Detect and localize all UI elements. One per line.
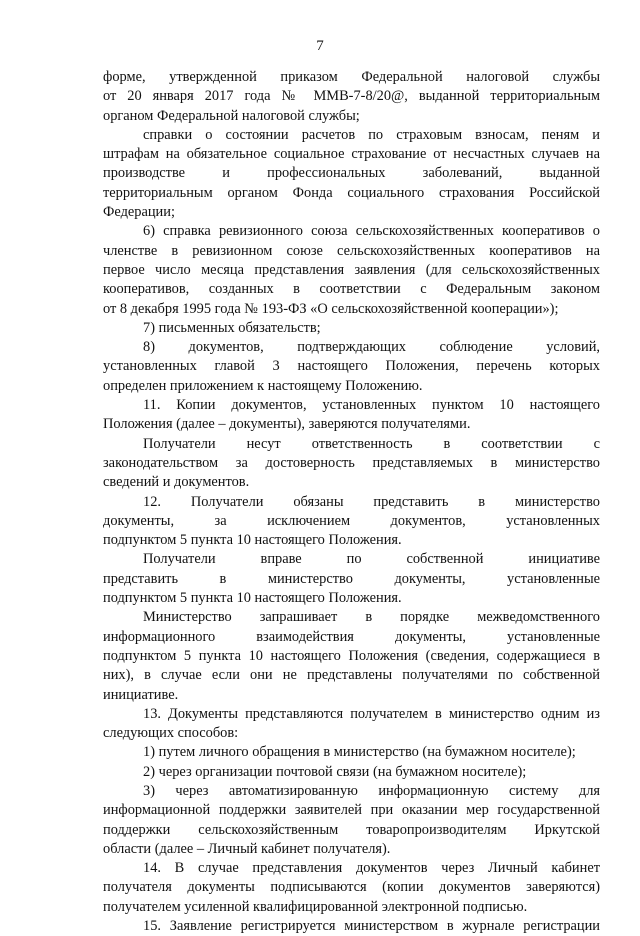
- text-line: Получатели несут ответственность в соответствии с: [143, 435, 600, 452]
- text-line: органом Федеральной налоговой службы;: [103, 107, 360, 124]
- text-line: законодательством за достоверность представляемых в министерство: [103, 454, 600, 471]
- text-line: информационного взаимодействия документы, установленные: [103, 628, 600, 645]
- text-line: первое число месяца представления заявления (для сельскохозяйственных: [103, 261, 600, 278]
- text-line: инициативе.: [103, 686, 179, 703]
- text-line: справки о состоянии расчетов по страховым взносам, пеням и: [143, 126, 600, 143]
- text-line: 14. В случае представления документов через Личный кабинет: [143, 860, 600, 877]
- text-line: 6) справка ревизионного союза сельскохозяйственных кооперативов о: [143, 223, 600, 240]
- text-line: членстве в ревизионном союзе сельскохозяйственных кооперативов на: [103, 242, 600, 259]
- text-line: 2) через организации почтовой связи (на бумажном носителе);: [143, 763, 527, 780]
- text-line: следующих способов:: [103, 725, 239, 742]
- text-line: 7) письменных обязательств;: [143, 319, 321, 336]
- text-line: подпунктом 5 пункта 10 настоящего Положения (сведения, содержащиеся в: [103, 647, 600, 664]
- text-line: поддержки сельскохозяйственным товаропроизводителям Иркутской: [103, 821, 600, 838]
- text-line: 15. Заявление регистрируется министерством в журнале регистрации: [143, 918, 600, 935]
- text-line: 1) путем личного обращения в министерство (на бумажном носителе);: [143, 744, 576, 761]
- text-line: кооперативов, созданных в соответствии с Федеральным законом: [103, 281, 600, 298]
- page-number: 7: [316, 38, 324, 54]
- text-line: области (далее – Личный кабинет получателя).: [103, 840, 391, 857]
- text-line: получателем усиленной квалифицированной электронной подписью.: [103, 898, 528, 915]
- text-line: производстве и профессиональных заболеваний, выданной: [103, 165, 600, 182]
- text-line: 3) через автоматизированную информационную систему для: [143, 782, 600, 799]
- text-line: Получатели вправе по собственной инициативе: [143, 551, 600, 568]
- text-line: Федерации;: [103, 204, 175, 221]
- text-line: представить в министерство документы, установленные: [103, 570, 600, 587]
- text-line: получателя документы подписываются (копии документов заверяются): [103, 879, 600, 896]
- text-line: штрафам на обязательное социальное страхование от несчастных случаев на: [103, 146, 600, 163]
- text-line: подпунктом 5 пункта 10 настоящего Положения.: [103, 532, 402, 549]
- text-line: 11. Копии документов, установленных пунктом 10 настоящего: [143, 397, 600, 414]
- text-line: документы, за исключением документов, установленных: [103, 512, 600, 529]
- text-line: 13. Документы представляются получателем в министерство одним из: [143, 705, 600, 722]
- document-body: [103, 68, 600, 936]
- text-line: Министерство запрашивает в порядке межведомственного: [143, 609, 600, 626]
- text-line: определен приложением к настоящему Положению.: [103, 377, 423, 394]
- text-line: форме, утвержденной приказом Федеральной налоговой службы: [103, 69, 600, 85]
- text-line: от 8 декабря 1995 года № 193-ФЗ «О сельскохозяйственной кооперации»);: [103, 300, 559, 317]
- text-line: информационной поддержки заявителей при оказании мер государственной: [103, 802, 600, 819]
- text-line: Положения (далее – документы), заверяются получателями.: [103, 416, 471, 433]
- text-line: установленных главой 3 настоящего Положения, перечень которых: [103, 358, 600, 375]
- text-line: них), в случае если они не представлены получателями по собственной: [103, 667, 600, 684]
- text-line: подпунктом 5 пункта 10 настоящего Положения.: [103, 590, 402, 607]
- text-line: 8) документов, подтверждающих соблюдение условий,: [143, 339, 600, 356]
- text-line: от 20 января 2017 года № ММВ-7-8/20@, выданной территориальным: [103, 88, 600, 105]
- text-line: 12. Получатели обязаны представить в министерство: [143, 493, 600, 510]
- text-line: сведений и документов.: [103, 474, 250, 491]
- text-line: территориальным органом Фонда социального страхования Российской: [103, 184, 600, 201]
